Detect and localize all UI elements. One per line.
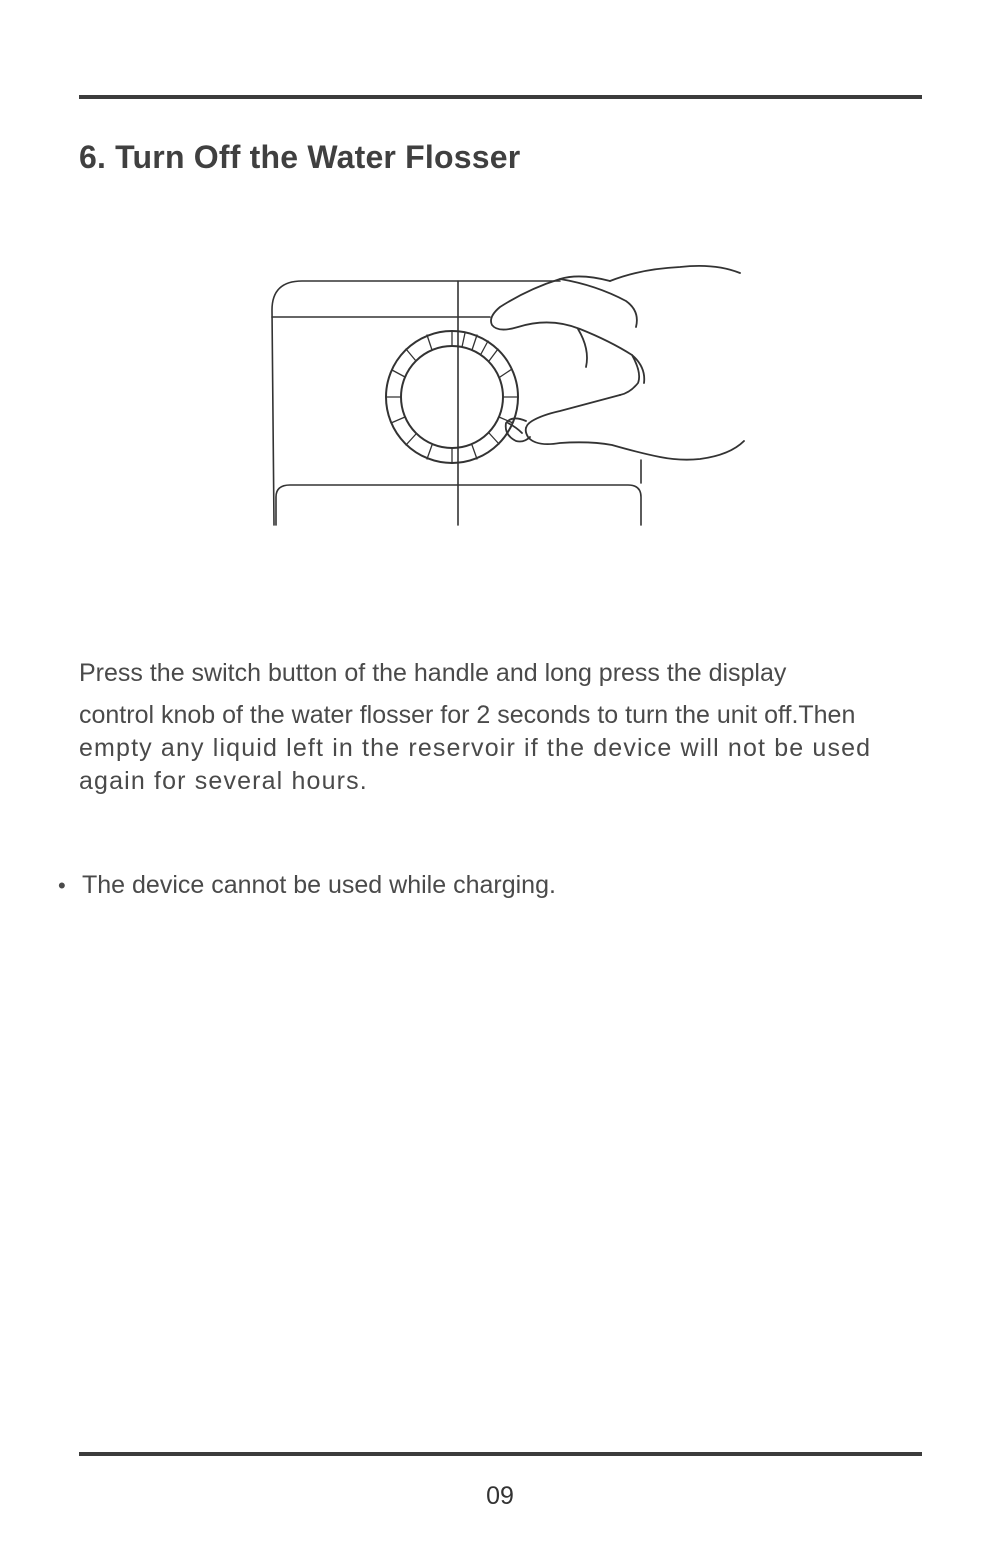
knob-illustration: [260, 255, 760, 540]
page-number: 09: [486, 1482, 514, 1510]
section-title: 6. Turn Off the Water Flosser: [79, 139, 521, 175]
bullet-icon: •: [58, 873, 66, 898]
instruction-line-1: Press the switch button of the handle and long press the display: [79, 659, 787, 687]
top-divider: [79, 95, 922, 99]
device-body-outline: [272, 281, 641, 525]
control-knob-outline: [386, 331, 518, 463]
instruction-line-4: again for several hours.: [79, 767, 368, 795]
bottom-divider: [79, 1452, 922, 1456]
hand-outline: [491, 266, 744, 460]
charging-note: [58, 869, 556, 902]
charging-note-text: The device cannot be used while charging.: [82, 871, 556, 899]
instruction-line-2: control knob of the water flosser for 2 seconds to turn the unit off.Then: [79, 701, 856, 729]
instruction-line-3: empty any liquid left in the reservoir if the device will not be used: [79, 734, 872, 762]
